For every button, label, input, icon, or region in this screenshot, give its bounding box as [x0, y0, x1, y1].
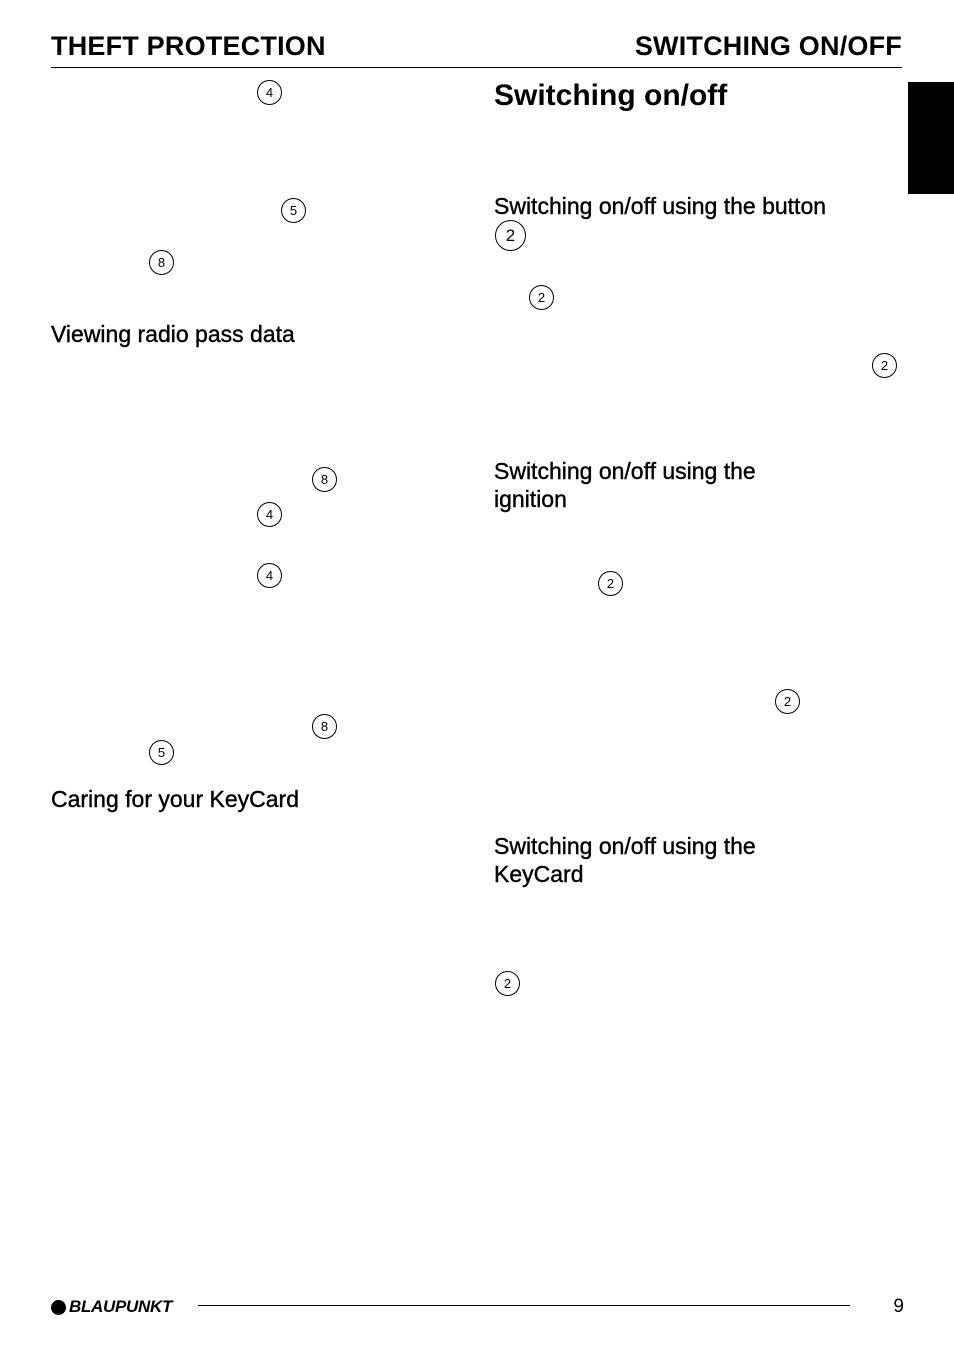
brand-name: BLAUPUNKT [69, 1297, 173, 1316]
footer-divider [198, 1305, 850, 1306]
heading-line: Switching on/off using the [494, 458, 756, 484]
control-number-marker: 2 [775, 689, 800, 714]
header-right-title: SWITCHING ON/OFF [634, 31, 902, 61]
heading-switching-using-ignition [494, 457, 756, 513]
control-number-marker: 2 [495, 220, 526, 251]
heading-line: ignition [494, 486, 567, 512]
heading-switching-using-button: Switching on/off using the button [494, 193, 827, 219]
control-number-marker: 8 [149, 250, 174, 275]
control-number-marker: 8 [312, 467, 337, 492]
control-number-marker: 4 [257, 80, 282, 105]
heading-viewing-radio-pass-data: Viewing radio pass data [51, 321, 295, 347]
control-number-marker: 2 [529, 285, 554, 310]
control-number-marker: 8 [312, 714, 337, 739]
page-number: 9 [893, 1296, 904, 1317]
control-number-marker: 2 [495, 971, 520, 996]
language-tab-marker [908, 82, 954, 194]
heading-caring-for-keycard: Caring for your KeyCard [51, 786, 299, 812]
control-number-marker: 5 [281, 198, 306, 223]
heading-switching-using-keycard [494, 832, 756, 888]
header-left-title: THEFT PROTECTION [51, 31, 326, 61]
control-number-marker: 5 [149, 740, 174, 765]
logo-dot-icon [51, 1300, 66, 1315]
control-number-marker: 2 [598, 571, 623, 596]
control-number-marker: 4 [257, 563, 282, 588]
heading-line: Switching on/off using the [494, 833, 756, 859]
control-number-marker: 2 [872, 353, 897, 378]
brand-logo [51, 1297, 172, 1317]
page-title: Switching on/off [494, 79, 728, 112]
control-number-marker: 4 [257, 502, 282, 527]
header-divider [51, 67, 902, 68]
heading-line: KeyCard [494, 861, 584, 887]
